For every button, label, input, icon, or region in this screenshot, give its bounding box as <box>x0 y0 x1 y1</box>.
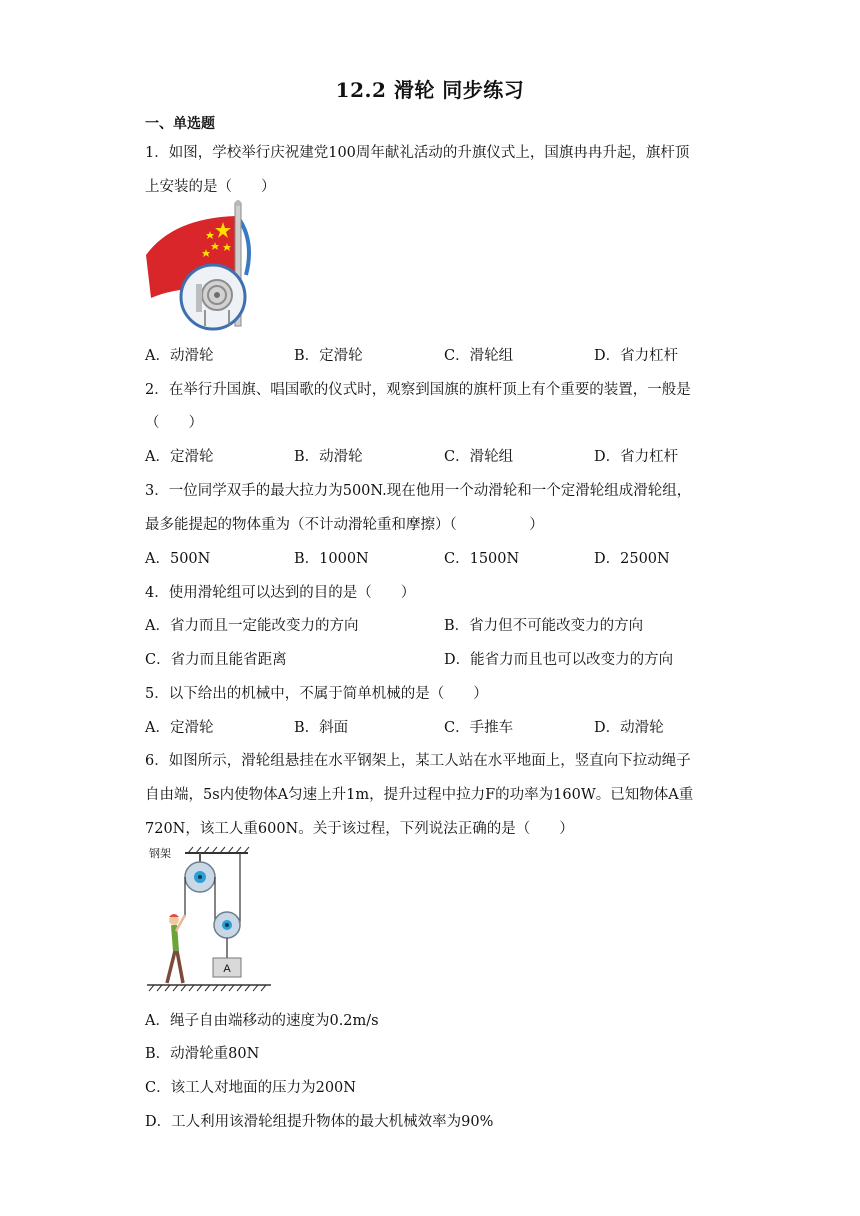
question-2-option-b[interactable]: B．动滑轮 <box>294 449 363 465</box>
section-heading: 一、单选题 <box>145 116 215 132</box>
block-label: A <box>223 963 231 975</box>
question-6-text-line-1: 6．如图所示，滑轮组悬挂在水平钢架上，某工人站在水平地面上，竖直向下拉动绳子 <box>145 753 691 769</box>
question-3-option-c[interactable]: C．1500N <box>444 551 520 567</box>
page-title: 12.2 滑轮 同步练习 <box>335 78 525 102</box>
frame-label: 钢架 <box>149 848 171 860</box>
question-3-option-b[interactable]: B．1000N <box>294 551 369 567</box>
question-4-text-line-1: 4．使用滑轮组可以达到的目的是（ ） <box>145 585 416 601</box>
question-3-text-line-1: 3．一位同学双手的最大拉力为500N.现在他用一个动滑轮和一个定滑轮组成滑轮组， <box>145 483 692 499</box>
question-1-option-b[interactable]: B．定滑轮 <box>294 348 363 364</box>
question-3-text-line-2: 最多能提起的物体重为（不计动滑轮重和摩擦）（ ） <box>145 517 544 533</box>
flag-pulley-figure <box>143 200 253 332</box>
pulley-system-figure <box>143 843 275 998</box>
question-5-option-a[interactable]: A．定滑轮 <box>145 720 214 736</box>
question-2-option-a[interactable]: A．定滑轮 <box>145 449 214 465</box>
question-5-option-c[interactable]: C．手推车 <box>444 720 514 736</box>
question-6-option-b[interactable]: B．动滑轮重80N <box>145 1046 260 1062</box>
question-5-option-d[interactable]: D．动滑轮 <box>594 720 664 736</box>
question-6-text-line-3: 720N，该工人重600N。关于该过程，下列说法正确的是（ ） <box>145 821 574 837</box>
question-2-text-line-1: 2．在举行升国旗、唱国歌的仪式时，观察到国旗的旗杆顶上有个重要的装置，一般是 <box>145 382 691 398</box>
question-3-option-a[interactable]: A．500N <box>145 551 211 567</box>
question-6-option-c[interactable]: C．该工人对地面的压力为200N <box>145 1080 356 1096</box>
question-1-option-a[interactable]: A．动滑轮 <box>145 348 214 364</box>
question-2-option-c[interactable]: C．滑轮组 <box>444 449 514 465</box>
question-6-option-a[interactable]: A．绳子自由端移动的速度为0.2m/s <box>145 1013 379 1029</box>
worker-icon <box>167 914 185 983</box>
question-1-text-line-2: 上安装的是（ ） <box>145 179 276 195</box>
question-1-option-c[interactable]: C．滑轮组 <box>444 348 514 364</box>
question-6-option-d[interactable]: D．工人利用该滑轮组提升物体的最大机械效率为90% <box>145 1114 494 1130</box>
question-1-text-line-1: 1．如图，学校举行庆祝建党100周年献礼活动的升旗仪式上，国旗冉冉升起，旗杆顶 <box>145 145 690 161</box>
question-3-option-d[interactable]: D．2500N <box>594 551 670 567</box>
question-2-text-line-2: （ ） <box>145 415 203 431</box>
question-6-text-line-2: 自由端，5s内使物体A匀速上升1m，提升过程中拉力F的功率为160W。已知物体A重 <box>145 787 694 803</box>
question-4-option-b[interactable]: B．省力但不可能改变力的方向 <box>444 618 644 634</box>
question-4-option-d[interactable]: D．能省力而且也可以改变力的方向 <box>444 652 674 668</box>
question-1-option-d[interactable]: D．省力杠杆 <box>594 348 679 364</box>
question-4-option-a[interactable]: A．省力而且一定能改变力的方向 <box>145 618 359 634</box>
question-5-option-b[interactable]: B．斜面 <box>294 720 349 736</box>
question-4-option-c[interactable]: C．省力而且能省距离 <box>145 652 287 668</box>
question-5-text-line-1: 5．以下给出的机械中，不属于简单机械的是（ ） <box>145 686 488 702</box>
question-2-option-d[interactable]: D．省力杠杆 <box>594 449 679 465</box>
